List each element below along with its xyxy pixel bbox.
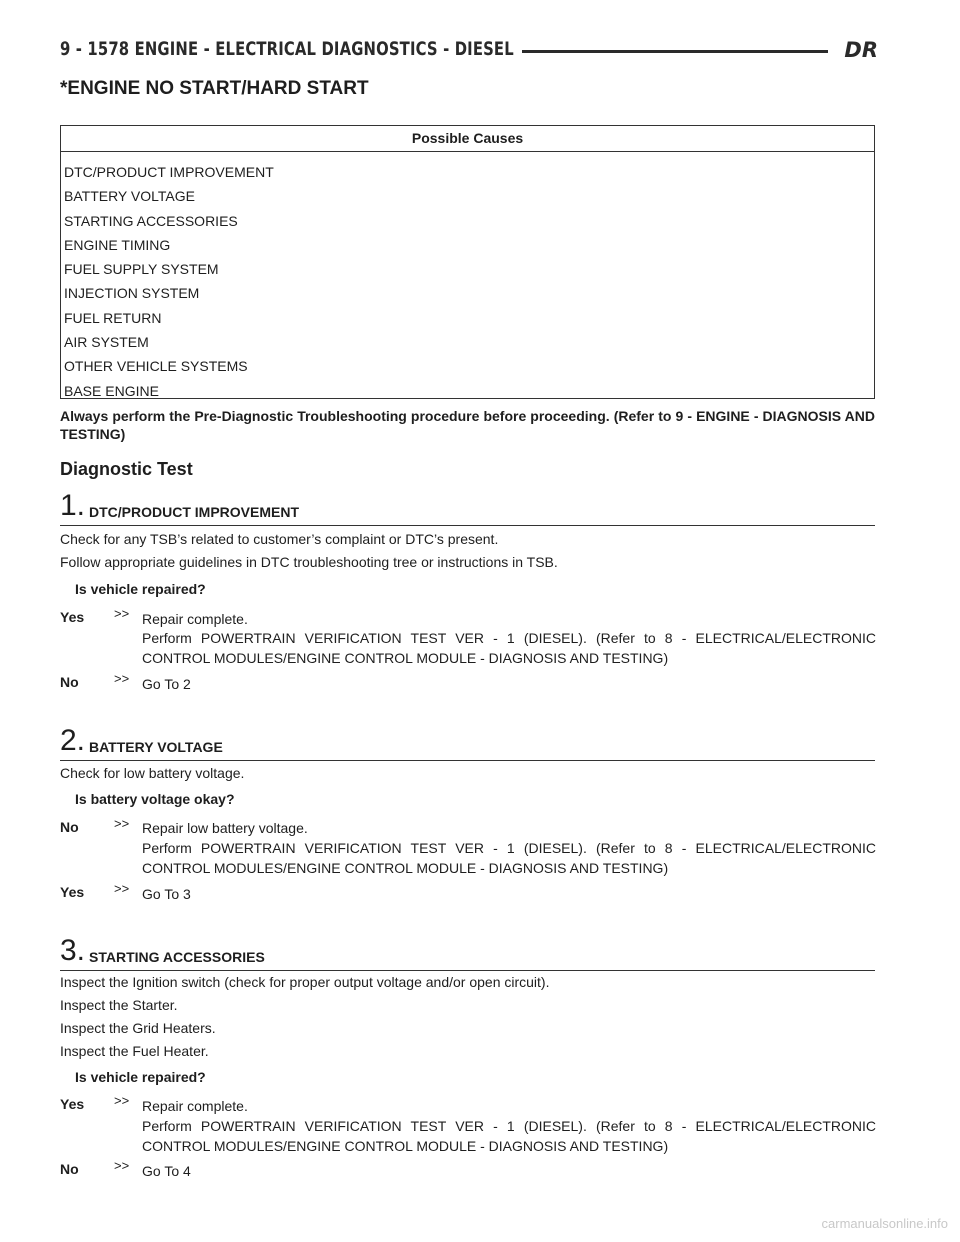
step-3-text: Inspect the Fuel Heater.	[60, 1043, 209, 1059]
step-number: 1.	[60, 489, 86, 522]
step-title: BATTERY VOLTAGE	[89, 739, 223, 755]
answer-arrow: >>	[114, 1093, 130, 1108]
answer-detail: Perform POWERTRAIN VERIFICATION TEST VER - 1 (DIESEL). (Refer to 8 - ELECTRICAL/ELECTRONIC CONTROL MODULES/ENGINE CONTROL MODULE - DIAGNOSIS AND TESTING)	[142, 1118, 876, 1154]
cause-item: FUEL SUPPLY SYSTEM	[64, 261, 219, 278]
step-3-question: Is vehicle repaired?	[75, 1069, 206, 1085]
watermark: carmanualsonline.info	[821, 1216, 948, 1231]
header-rule	[522, 50, 828, 53]
cause-item: BASE ENGINE	[64, 382, 159, 399]
possible-causes-list	[61, 152, 874, 403]
answer-arrow: >>	[114, 606, 130, 621]
answer-arrow: >>	[114, 1158, 130, 1173]
step-2-question: Is battery voltage okay?	[75, 791, 235, 807]
answer-text: Go To 3	[142, 886, 191, 902]
cause-item: STARTING ACCESSORIES	[64, 212, 238, 229]
cause-item: INJECTION SYSTEM	[64, 285, 200, 302]
possible-causes-header: Possible Causes	[61, 126, 874, 152]
page-reference: 9 - 1578 ENGINE - ELECTRICAL DIAGNOSTICS - DIESEL	[60, 38, 514, 60]
answer-label: Yes	[60, 884, 85, 900]
answer-detail: Perform POWERTRAIN VERIFICATION TEST VER - 1 (DIESEL). (Refer to 8 - ELECTRICAL/ELECTRONIC CONTROL MODULES/ENGINE CONTROL MODULE - DIAGNOSIS AND TESTING)	[142, 840, 876, 876]
cause-item: AIR SYSTEM	[64, 334, 149, 351]
cause-item: OTHER VEHICLE SYSTEMS	[64, 358, 248, 375]
cause-item: BATTERY VOLTAGE	[64, 188, 195, 205]
step-number: 3.	[60, 934, 86, 967]
step-number: 2.	[60, 724, 86, 757]
answer-text: Repair complete.	[142, 1098, 248, 1114]
answer-label: No	[60, 1161, 79, 1177]
answer-text: Repair complete.	[142, 611, 248, 627]
cause-item: DTC/PRODUCT IMPROVEMENT	[64, 164, 274, 180]
page-title: *ENGINE NO START/HARD START	[60, 78, 369, 99]
answer-label: Yes	[60, 609, 85, 625]
answer-arrow: >>	[114, 881, 130, 896]
pre-diagnostic-note: Always perform the Pre-Diagnostic Troubleshooting procedure before proceeding. (Refer to 9 - ENGINE - DIAGNOSIS AND TESTING)	[60, 408, 875, 442]
answer-text: Go To 2	[142, 676, 191, 692]
answer-detail: Perform POWERTRAIN VERIFICATION TEST VER - 1 (DIESEL). (Refer to 8 - ELECTRICAL/ELECTRONIC CONTROL MODULES/ENGINE CONTROL MODULE - DIAGNOSIS AND TESTING)	[142, 630, 876, 666]
step-3-text: Inspect the Starter.	[60, 997, 178, 1013]
cause-item: ENGINE TIMING	[64, 236, 171, 253]
step-title: STARTING ACCESSORIES	[89, 949, 265, 965]
cause-item: FUEL RETURN	[64, 309, 162, 326]
answer-label: No	[60, 819, 79, 835]
answer-text: Go To 4	[142, 1163, 191, 1179]
answer-arrow: >>	[114, 671, 130, 686]
answer-arrow: >>	[114, 816, 130, 831]
step-3-text: Inspect the Grid Heaters.	[60, 1020, 216, 1036]
answer-label: Yes	[60, 1096, 85, 1112]
page-header	[60, 38, 880, 64]
step-2-text: Check for low battery voltage.	[60, 765, 245, 781]
step-3-heading	[60, 934, 875, 971]
step-2-heading	[60, 724, 875, 761]
diagnostic-test-title: Diagnostic Test	[60, 459, 193, 479]
answer-text: Repair low battery voltage.	[142, 820, 308, 836]
step-1-heading	[60, 489, 875, 526]
step-1-text: Check for any TSB’s related to customer’s complaint or DTC’s present.	[60, 531, 499, 547]
step-3-text: Inspect the Ignition switch (check for proper output voltage and/or open circuit).	[60, 974, 550, 990]
possible-causes-table	[60, 125, 875, 399]
model-code: DR	[844, 38, 878, 62]
step-title: DTC/PRODUCT IMPROVEMENT	[89, 504, 299, 520]
step-1-question: Is vehicle repaired?	[75, 581, 206, 597]
step-1-text: Follow appropriate guidelines in DTC troubleshooting tree or instructions in TSB.	[60, 554, 558, 570]
answer-label: No	[60, 674, 79, 690]
